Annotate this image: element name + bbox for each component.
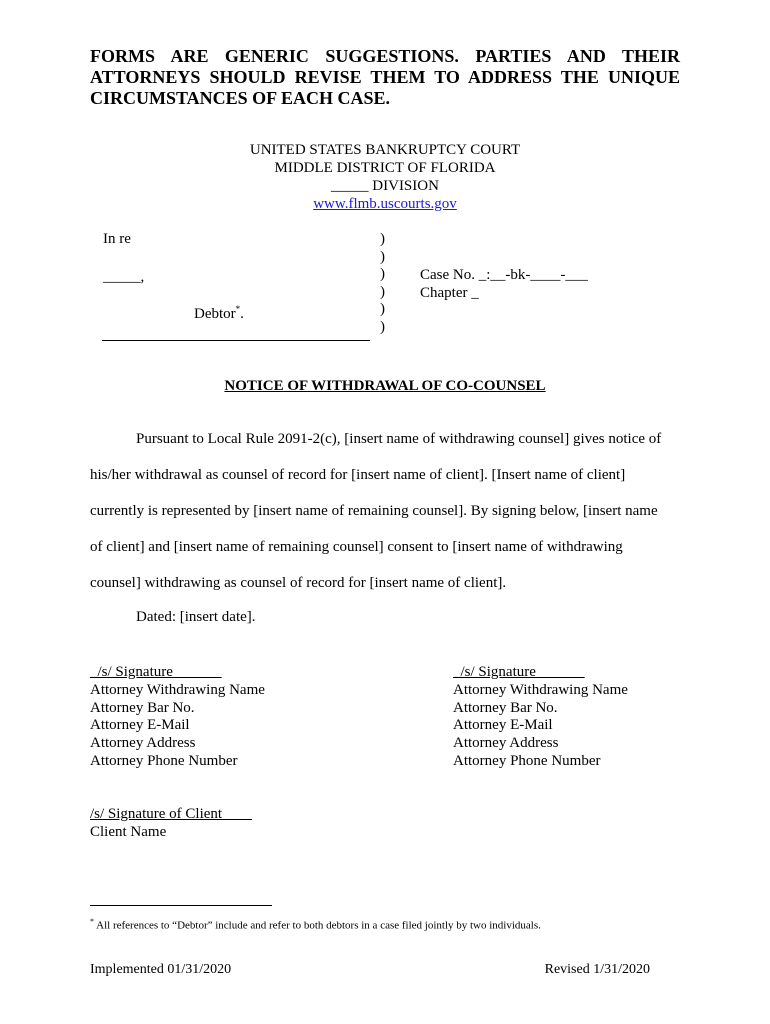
attorney-address: Attorney Address (90, 735, 196, 752)
footnote (90, 917, 541, 932)
body-line-4: of client] and [insert name of remaining counsel] consent to [insert name of withdrawing (90, 539, 623, 555)
disclaimer-line-2: ATTORNEYS SHOULD REVISE THEM TO ADDRESS THE UNIQUE (90, 67, 680, 87)
paren: ) (380, 266, 385, 283)
caption-debtor-blank: _____, (103, 269, 145, 285)
disclaimer-line-3: CIRCUMSTANCES OF EACH CASE. (90, 88, 391, 108)
paren: ) (380, 231, 385, 247)
attorney-address: Attorney Address (453, 735, 559, 752)
attorney-bar-no: Attorney Bar No. (90, 699, 195, 716)
paren: ) (380, 301, 385, 318)
paren: ) (380, 248, 385, 265)
attorney-email: Attorney E-Mail (90, 717, 190, 734)
footer-implemented: Implemented 01/31/2020 (90, 962, 232, 977)
footer-revised: Revised 1/31/2020 (544, 962, 650, 977)
attorney-phone: Attorney Phone Number (453, 752, 601, 769)
debtor-label-text: Debtor (194, 306, 236, 322)
paren: ) (380, 283, 385, 300)
case-number: Case No. _:__-bk-____-___ (420, 267, 588, 283)
signature-line: _/s/ Signature (453, 664, 585, 680)
body-line-5: counsel] withdrawing as counsel of record for [insert name of client]. (90, 575, 507, 591)
footnote-separator (90, 905, 272, 906)
client-signature-line: /s/ Signature of Client (90, 806, 253, 822)
court-division: _____ DIVISION (331, 178, 439, 194)
chapter-number: Chapter _ (420, 285, 479, 301)
signature-block-right (453, 664, 628, 771)
dated-line: Dated: [insert date]. (136, 609, 256, 625)
attorney-bar-no: Attorney Bar No. (453, 699, 558, 716)
caption-debtor-label (194, 304, 244, 323)
court-name: UNITED STATES BANKRUPTCY COURT (249, 142, 521, 158)
body-line-1: Pursuant to Local Rule 2091-2(c), [insert name of withdrawing counsel] gives notice of (136, 431, 662, 447)
client-name: Client Name (90, 823, 167, 840)
attorney-email: Attorney E-Mail (453, 717, 553, 734)
court-website-row (0, 195, 770, 213)
attorney-phone: Attorney Phone Number (90, 752, 238, 769)
footnote-text: All references to “Debtor” include and refer to both debtors in a case filed jointly by two individuals. (94, 919, 541, 932)
paren: ) (380, 318, 385, 335)
caption-paren-column (380, 231, 385, 337)
notice-title: NOTICE OF WITHDRAWAL OF CO-COUNSEL (224, 378, 546, 394)
disclaimer-line-1: FORMS ARE GENERIC SUGGESTIONS. PARTIES AND THEIR (90, 46, 680, 66)
caption-in-re: In re (103, 231, 131, 247)
body-line-3: currently is represented by [insert name of remaining counsel]. By signing below, [insert name (90, 503, 658, 519)
signature-block-client (90, 806, 252, 842)
footnote-mark: * (90, 917, 94, 926)
court-website-link[interactable]: www.flmb.uscourts.gov (313, 196, 457, 212)
signature-block-left (90, 664, 265, 771)
signature-line: _/s/ Signature (90, 664, 222, 680)
footnote-reference-mark: * (235, 304, 241, 314)
debtor-label-period: . (240, 306, 244, 322)
caption-divider-line (102, 340, 370, 341)
attorney-name: Attorney Withdrawing Name (453, 681, 628, 698)
attorney-name: Attorney Withdrawing Name (90, 681, 265, 698)
disclaimer-heading (90, 46, 680, 109)
body-line-2: his/her withdrawal as counsel of record for [insert name of client]. [Insert name of client] (90, 467, 626, 483)
court-district: MIDDLE DISTRICT OF FLORIDA (274, 160, 496, 176)
